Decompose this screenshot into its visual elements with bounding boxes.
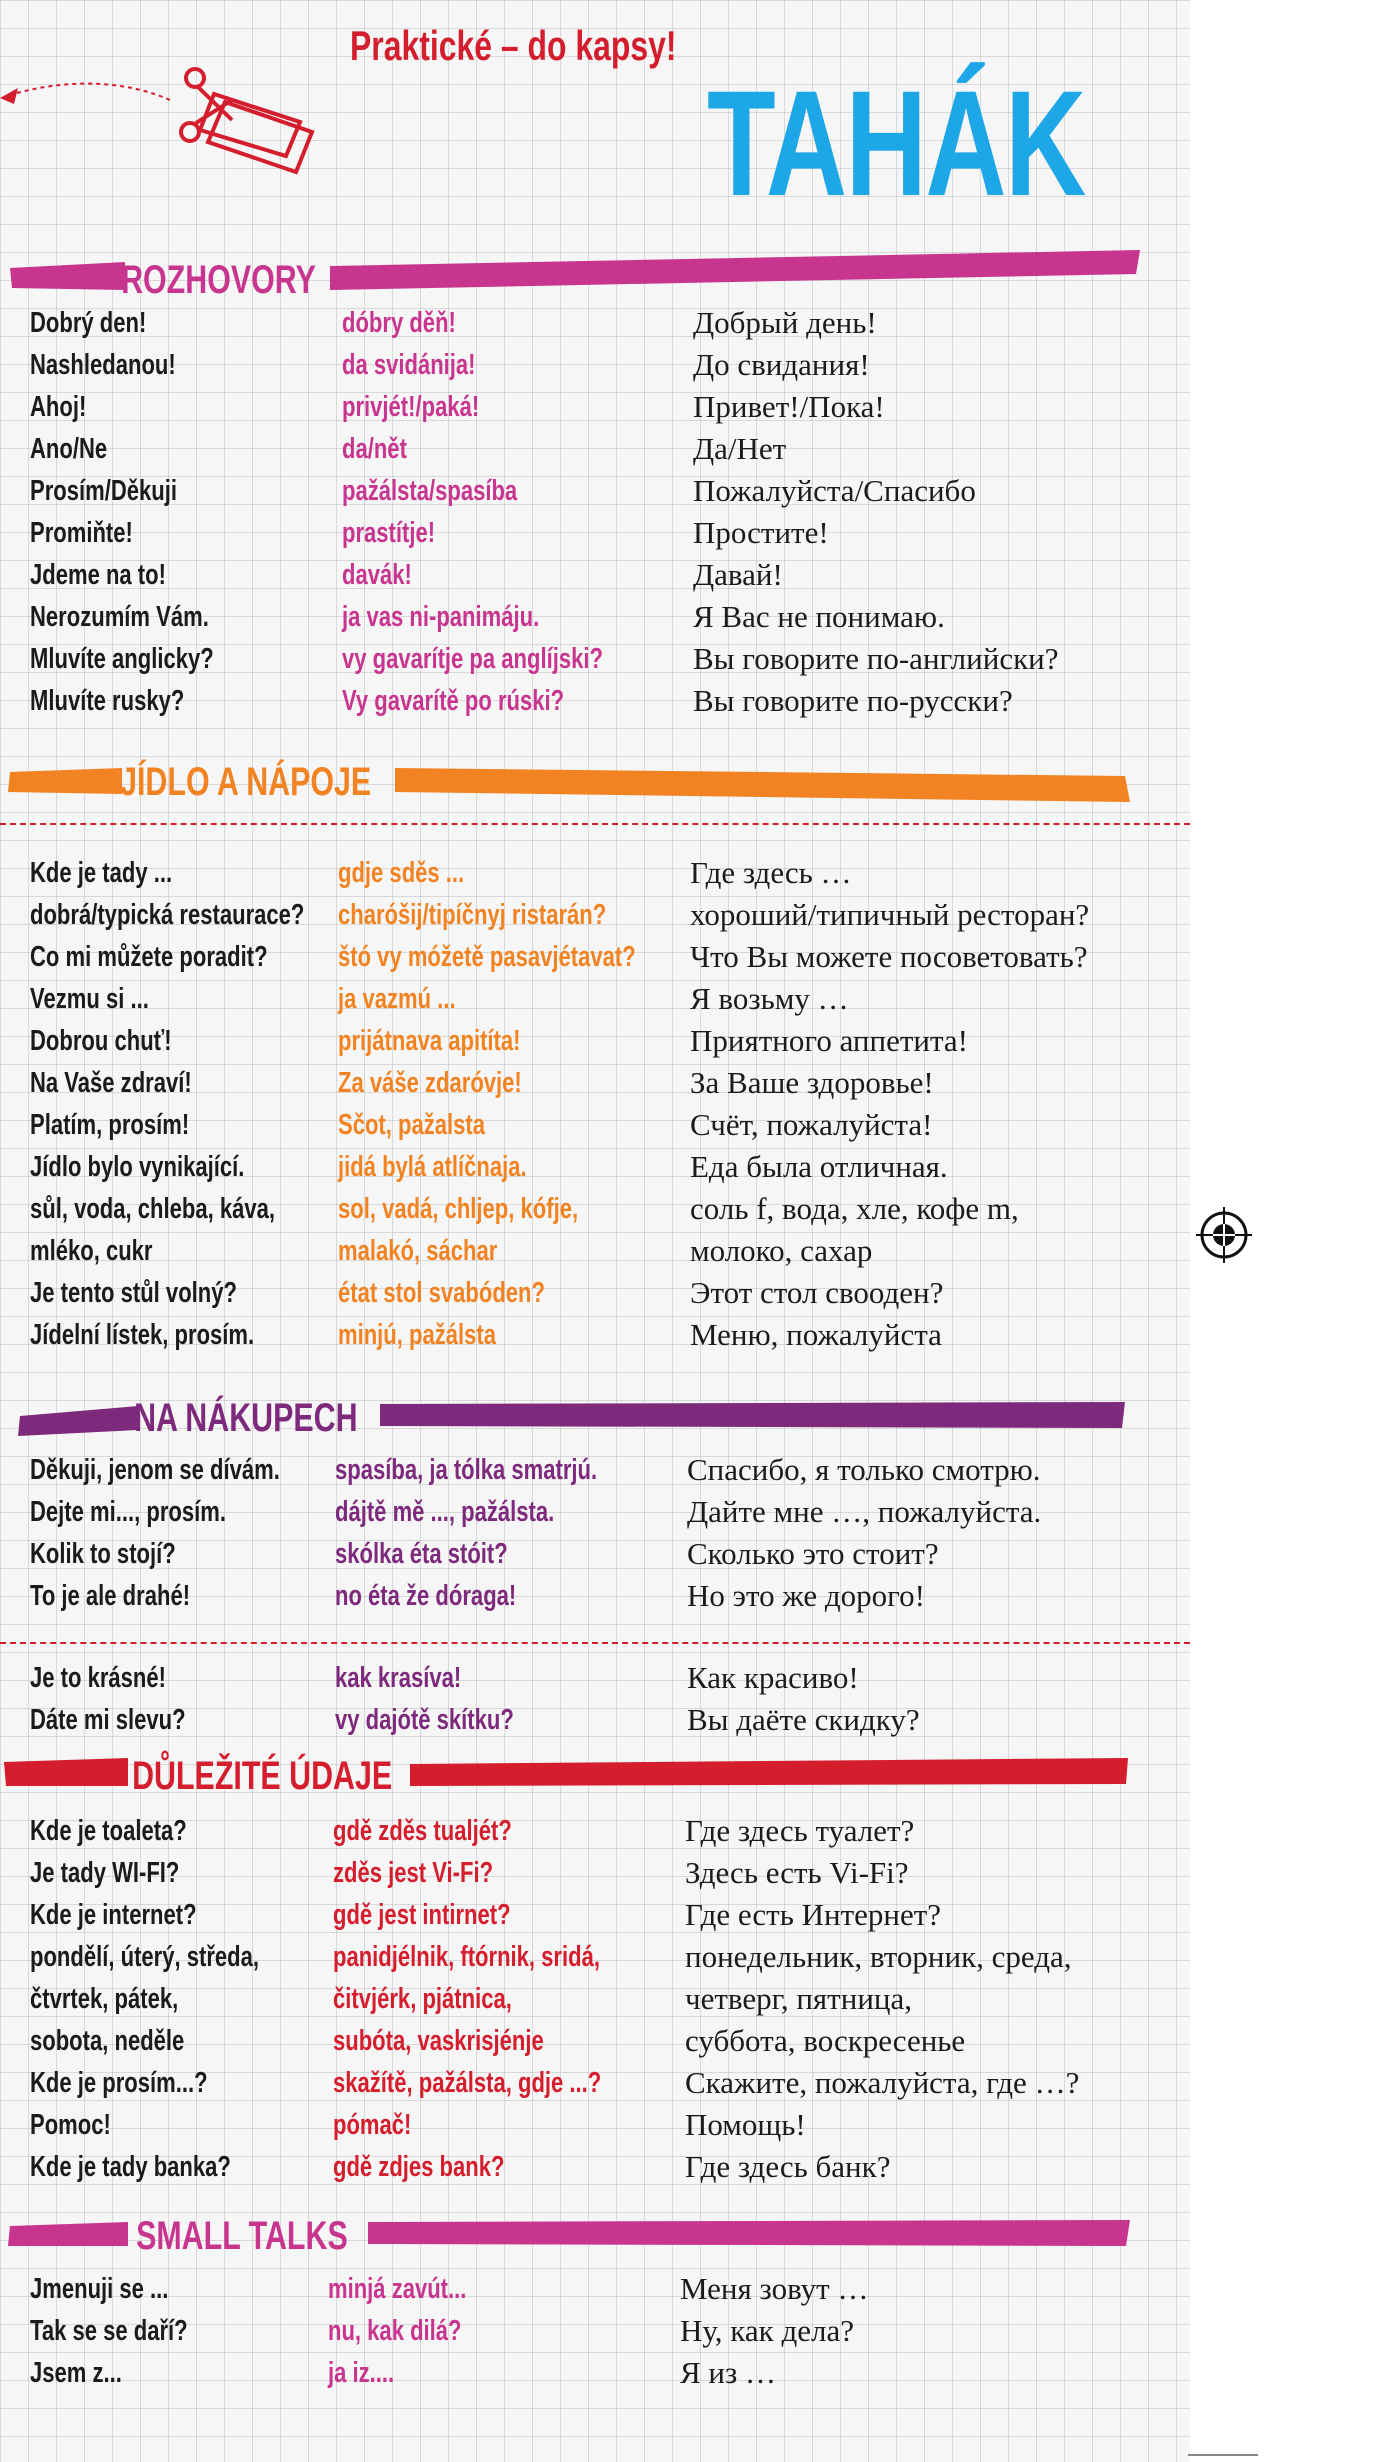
russian-phrase: Сколько это стоит? (687, 1536, 939, 1571)
transcription: kak krasíva! (335, 1662, 462, 1694)
section-heading-na-nakupech (0, 1388, 1190, 1448)
czech-phrase: Dejte mi..., prosím. (30, 1496, 226, 1528)
russian-phrase: понедельник, вторник, среда, (685, 1939, 1072, 1974)
transcription: minjú, pažálsta (338, 1319, 496, 1351)
transcription: čitvjérk, pjátnica, (333, 1983, 512, 2015)
russian-phrase: Пожалуйста/Спасибо (693, 473, 976, 508)
transcription: gdě jest intirnet? (333, 1899, 511, 1931)
transcription: gdje sděs ... (338, 857, 465, 889)
table-row (0, 428, 1190, 470)
table-row (0, 2268, 1190, 2310)
transcription: gdě zdjes bank? (333, 2151, 505, 2183)
transcription: vy dajótě skítku? (335, 1704, 514, 1736)
table-row (0, 638, 1190, 680)
russian-phrase: Вы говорите по-английски? (693, 641, 1059, 676)
table-row (0, 1272, 1190, 1314)
table-row (0, 470, 1190, 512)
czech-phrase: Kde je internet? (30, 1899, 197, 1931)
czech-phrase: To je ale drahé! (30, 1580, 191, 1612)
table-row (0, 302, 1190, 344)
transcription: davák! (342, 559, 412, 591)
table-row (0, 1852, 1190, 1894)
transcription: skažítě, pažálsta, gdje ...? (333, 2067, 602, 2099)
transcription: gdě zděs tualjét? (333, 1815, 512, 1847)
russian-phrase: Где здесь банк? (685, 2149, 891, 2184)
czech-phrase: Kde je tady banka? (30, 2151, 231, 2183)
russian-phrase: молоко, сахар (690, 1233, 873, 1268)
russian-phrase: Вы даёте скидку? (687, 1702, 920, 1737)
table-row (0, 1575, 1190, 1617)
transcription: minjá zavút... (328, 2273, 467, 2305)
table-row (0, 344, 1190, 386)
czech-phrase: Mluvíte anglicky? (30, 643, 214, 675)
russian-phrase: Как красиво! (687, 1660, 859, 1695)
czech-phrase: Jídlo bylo vynikající. (30, 1151, 245, 1183)
russian-phrase: Вы говорите по-русски? (693, 683, 1013, 718)
russian-phrase: Приятного аппетита! (690, 1023, 969, 1058)
russian-phrase: Я из … (680, 2355, 777, 2390)
page-title: TAHÁK (707, 59, 1085, 227)
transcription: état stol svabóden? (338, 1277, 545, 1309)
czech-phrase: pondělí, úterý, středa, (30, 1941, 260, 1973)
russian-phrase: суббота, воскресенье (685, 2023, 966, 2058)
table-row (0, 2020, 1190, 2062)
transcription: subóta, vaskrisjénje (333, 2025, 544, 2057)
table-row (0, 1936, 1190, 1978)
table-row (0, 1657, 1190, 1699)
czech-phrase: Je tento stůl volný? (30, 1277, 237, 1309)
czech-phrase: Vezmu si ... (30, 983, 149, 1015)
transcription: Za váše zdaróvje! (338, 1067, 522, 1099)
table-row (0, 1449, 1190, 1491)
transcription: ja iz.... (328, 2357, 395, 2389)
russian-phrase: хороший/типичный ресторан? (690, 897, 1090, 932)
russian-phrase: Я возьму … (690, 981, 849, 1016)
russian-phrase: Но это же дорого! (687, 1578, 925, 1613)
russian-phrase: Простите! (693, 515, 829, 550)
russian-phrase: Еда была отличная. (690, 1149, 948, 1184)
table-row (0, 1491, 1190, 1533)
table-row (0, 2146, 1190, 2188)
table-row (0, 1533, 1190, 1575)
czech-phrase: Kde je prosím...? (30, 2067, 208, 2099)
transcription: ja vas ni-panimáju. (342, 601, 540, 633)
czech-phrase: Prosím/Děkuji (30, 475, 177, 507)
transcription: štó vy móžetě pasavjétavat? (338, 941, 636, 973)
czech-phrase: Platím, prosím! (30, 1109, 190, 1141)
transcription: panidjélnik, ftórnik, sridá, (333, 1941, 600, 1973)
table-row (0, 554, 1190, 596)
russian-phrase: За Ваше здоровье! (690, 1065, 934, 1100)
transcription: spasíba, ja tólka smatrjú. (335, 1454, 598, 1486)
section-heading-jidlo-a-napoje (0, 752, 1190, 812)
czech-phrase: Děkuji, jenom se dívám. (30, 1454, 280, 1486)
czech-phrase: Nerozumím Vám. (30, 601, 209, 633)
russian-phrase: Ну, как дела? (680, 2313, 854, 2348)
russian-phrase: Меню, пожалуйста (690, 1317, 942, 1352)
table-row (0, 936, 1190, 978)
section-title: NA NÁKUPECH (134, 1396, 358, 1440)
czech-phrase: Je to krásné! (30, 1662, 166, 1694)
table-row (0, 512, 1190, 554)
czech-phrase: Dobrou chuť! (30, 1025, 172, 1057)
transcription: da svidánija! (342, 349, 476, 381)
czech-phrase: Tak se se daří? (30, 2315, 188, 2347)
section-title: JÍDLO A NÁPOJE (120, 760, 372, 804)
russian-phrase: Здесь есть Vi-Fi? (685, 1855, 909, 1890)
transcription: Sčot, pažalsta (338, 1109, 485, 1141)
czech-phrase: Jdeme na to! (30, 559, 166, 591)
czech-phrase: Jmenuji se ... (30, 2273, 169, 2305)
czech-phrase: mléko, cukr (30, 1235, 153, 1267)
czech-phrase: Na Vaše zdraví! (30, 1067, 192, 1099)
table-row (0, 1188, 1190, 1230)
russian-phrase: Где здесь … (690, 855, 852, 890)
section-title: ROZHOVORY (121, 258, 316, 302)
transcription: zděs jest Vi-Fi? (333, 1857, 494, 1889)
czech-phrase: Kde je tady ... (30, 857, 173, 889)
transcription: sol, vadá, chljep, kófje, (338, 1193, 579, 1225)
table-row (0, 1146, 1190, 1188)
russian-phrase: Скажите, пожалуйста, где …? (685, 2065, 1080, 2100)
russian-phrase: Да/Нет (693, 431, 787, 466)
transcription: da/nět (342, 433, 407, 465)
czech-phrase: Kde je toaleta? (30, 1815, 187, 1847)
russian-phrase: Я Вас не понимаю. (693, 599, 945, 634)
czech-phrase: Ano/Ne (30, 433, 108, 465)
section-heading-rozhovory (0, 250, 1190, 310)
transcription: Vy gavarítě po rúski? (342, 685, 565, 717)
table-row (0, 852, 1190, 894)
transcription: prijátnava apitíta! (338, 1025, 521, 1057)
table-row (0, 596, 1190, 638)
table-row (0, 1062, 1190, 1104)
czech-phrase: Pomoc! (30, 2109, 111, 2141)
table-row (0, 680, 1190, 722)
table-row (0, 386, 1190, 428)
transcription: vy gavarítje pa anglíjski? (342, 643, 603, 675)
table-row (0, 2062, 1190, 2104)
table-row (0, 894, 1190, 936)
czech-phrase: Je tady WI-FI? (30, 1857, 180, 1889)
transcription: ja vazmú ... (338, 983, 456, 1015)
czech-phrase: Mluvíte rusky? (30, 685, 185, 717)
czech-phrase: Dobrý den! (30, 307, 147, 339)
transcription: privjét!/paká! (342, 391, 480, 423)
transcription: no éta že dóraga! (335, 1580, 517, 1612)
section-title: DŮLEŽITÉ ÚDAJE (132, 1754, 393, 1798)
transcription: charóšij/tipíčnyj ristarán? (338, 899, 607, 931)
table-row (0, 2310, 1190, 2352)
czech-phrase: Promiňte! (30, 517, 133, 549)
russian-phrase: Привет!/Пока! (693, 389, 885, 424)
czech-phrase: dobrá/typická restaurace? (30, 899, 305, 931)
table-row (0, 2104, 1190, 2146)
table-row (0, 1230, 1190, 1272)
table-row (0, 2352, 1190, 2394)
section-heading-small-talks (0, 2206, 1190, 2266)
section-title: SMALL TALKS (136, 2214, 348, 2258)
transcription: jidá bylá atlíčnaja. (338, 1151, 527, 1183)
transcription: malakó, sáchar (338, 1235, 498, 1267)
table-row (0, 1978, 1190, 2020)
czech-phrase: Co mi můžete poradit? (30, 941, 268, 973)
transcription: prastítje! (342, 517, 436, 549)
russian-phrase: До свидания! (693, 347, 870, 382)
russian-phrase: Где здесь туалет? (685, 1813, 915, 1848)
russian-phrase: Добрый день! (693, 305, 877, 340)
table-row (0, 1020, 1190, 1062)
cut-line (0, 1642, 1190, 1644)
table-row (0, 1104, 1190, 1146)
russian-phrase: Спасибо, я только смотрю. (687, 1452, 1041, 1487)
czech-phrase: Jídelní lístek, prosím. (30, 1319, 255, 1351)
czech-phrase: čtvrtek, pátek, (30, 1983, 179, 2015)
transcription: pómač! (333, 2109, 412, 2141)
cut-line (0, 823, 1190, 825)
table-row (0, 978, 1190, 1020)
transcription: nu, kak dilá? (328, 2315, 462, 2347)
crop-mark (1188, 2454, 1258, 2456)
table-row (0, 1894, 1190, 1936)
russian-phrase: Где есть Интернет? (685, 1897, 942, 1932)
transcription: dájtě mě ..., pažálsta. (335, 1496, 555, 1528)
russian-phrase: Меня зовут … (680, 2271, 869, 2306)
registration-mark-icon (1196, 1207, 1252, 1263)
russian-phrase: Помощь! (685, 2107, 806, 2142)
russian-phrase: Дайте мне …, пожалуйста. (687, 1494, 1042, 1529)
transcription: skólka éta stóit? (335, 1538, 508, 1570)
russian-phrase: соль f, вода, хле, кофе m, (690, 1191, 1019, 1226)
subtitle: Praktické – do kapsy! (350, 22, 677, 69)
czech-phrase: Jsem z... (30, 2357, 122, 2389)
transcription: pažálsta/spasíba (342, 475, 518, 507)
russian-phrase: Что Вы можете посоветовать? (690, 939, 1088, 974)
czech-phrase: Ahoj! (30, 391, 87, 423)
czech-phrase: Nashledanou! (30, 349, 176, 381)
russian-phrase: Счёт, пожалуйста! (690, 1107, 933, 1142)
transcription: dóbry děň! (342, 307, 456, 339)
russian-phrase: Этот стол свооден? (690, 1275, 944, 1310)
russian-phrase: Давай! (693, 557, 783, 592)
czech-phrase: sůl, voda, chleba, káva, (30, 1193, 276, 1225)
scissors-icon (0, 60, 330, 190)
section-heading-dulezite-udaje (0, 1746, 1190, 1806)
russian-phrase: четверг, пятница, (685, 1981, 913, 2016)
czech-phrase: sobota, neděle (30, 2025, 185, 2057)
czech-phrase: Dáte mi slevu? (30, 1704, 186, 1736)
czech-phrase: Kolik to stojí? (30, 1538, 176, 1570)
table-row (0, 1699, 1190, 1741)
table-row (0, 1314, 1190, 1356)
table-row (0, 1810, 1190, 1852)
